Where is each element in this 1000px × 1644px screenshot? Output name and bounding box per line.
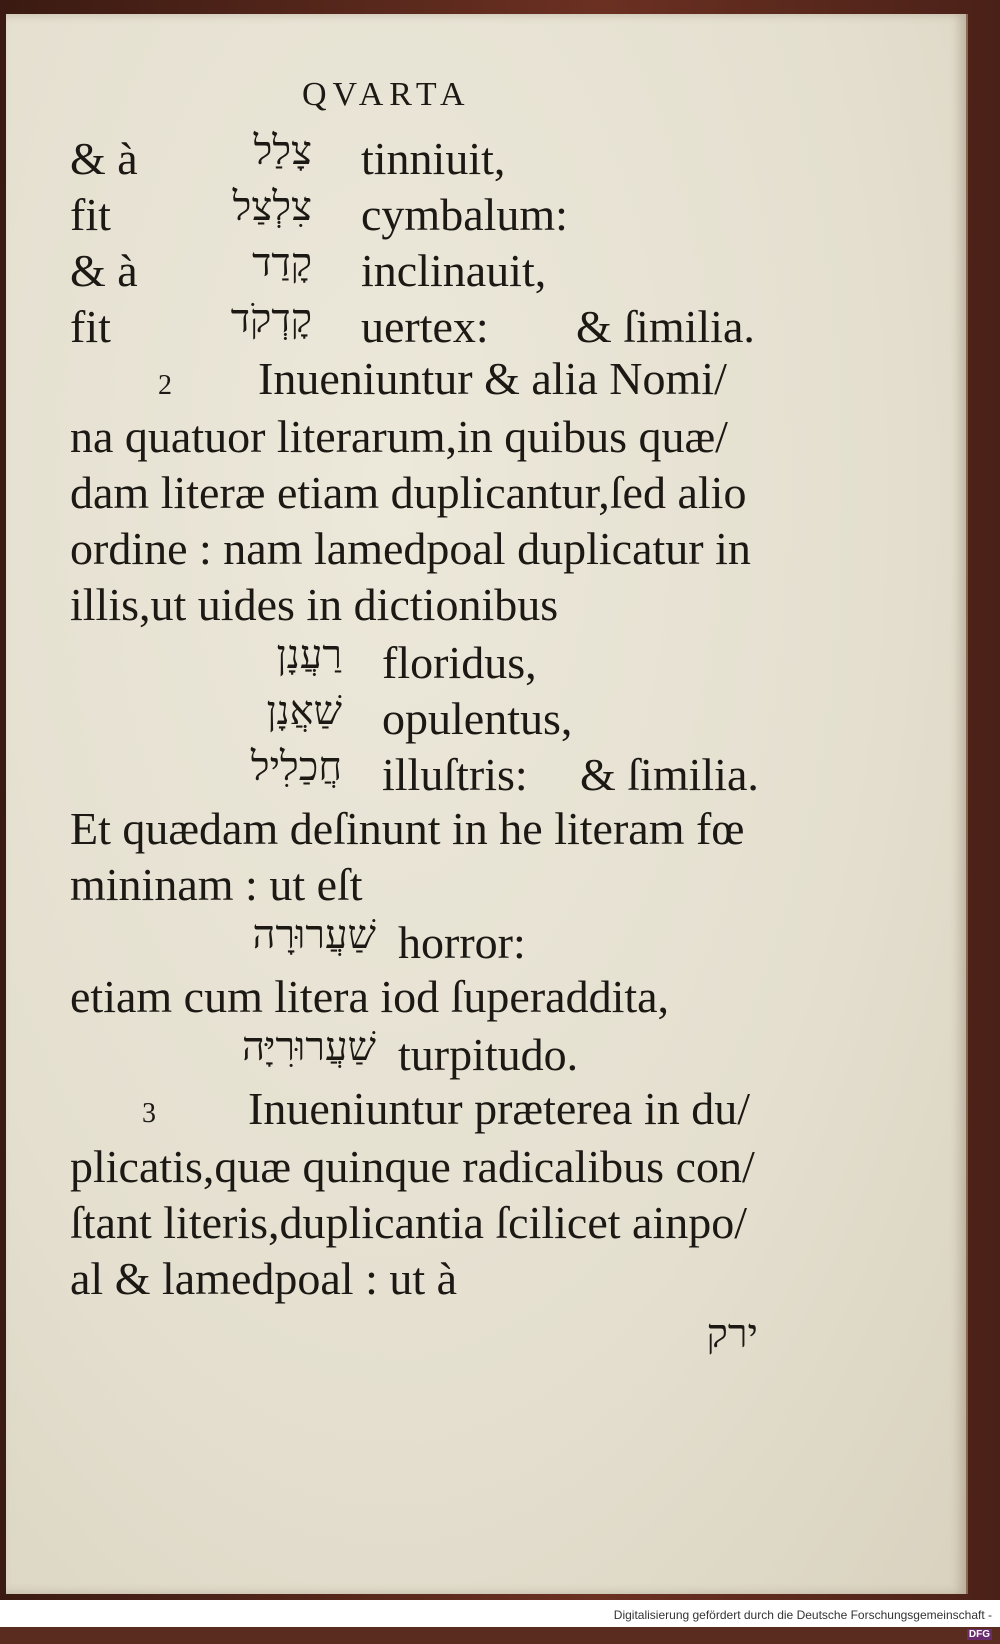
book-page (6, 14, 968, 1594)
hebrew-opulentus: שַׁאֲנָן (266, 688, 342, 734)
hebrew-floridus: רַעֲנָן (276, 632, 342, 678)
latin-opulentus: opulentus, (382, 693, 573, 744)
section2-line-4: ordine : nam lamedpoal duplicatur in (70, 523, 751, 574)
hebrew-word-2: צִלְצַל (232, 184, 312, 230)
catchword: ירק (706, 1311, 758, 1357)
latin-turpitudo: turpitudo. (398, 1029, 579, 1080)
section3-line-3: ſtant literis,duplicantia ſcilicet ainpo/ (70, 1197, 748, 1248)
hebrew-illustris: חֲכַלִיל (250, 744, 342, 790)
section2-line-6: Et quædam deſinunt in he literam fœ (70, 803, 745, 854)
hebrew-turpitudo: שַׁעֲרוּרִיָּה (242, 1024, 376, 1070)
row-left-2: fit (70, 189, 111, 240)
latin-word-1: tinniuit, (361, 133, 506, 184)
similia-1: & ſimilia. (576, 301, 755, 352)
row-left-3: & à (70, 245, 138, 296)
row-left-4: fit (70, 301, 111, 352)
section3-line-2: plicatis,quæ quinque radicalibus con/ (70, 1141, 755, 1192)
latin-word-2: cymbalum: (361, 189, 568, 240)
page-header: QVARTA (302, 76, 471, 113)
dfg-logo: DFG (968, 1629, 990, 1640)
section3-line-1: Inueniuntur præterea in du/ (248, 1083, 751, 1134)
section2-line-5: illis,ut uides in dictionibus (70, 579, 559, 630)
paragraph-number-3: 3 (142, 1098, 156, 1129)
section3-line-4: al & lamedpoal : ut à (70, 1253, 458, 1304)
section2-line-3: dam literæ etiam duplicantur,ſed alio (70, 467, 747, 518)
latin-word-3: inclinauit, (361, 245, 547, 296)
hebrew-word-1: צָלַל (253, 128, 312, 174)
paragraph-number-2: 2 (158, 370, 172, 401)
credit-text: Digitalisierung gefördert durch die Deutsche Forschungsgemeinschaft - (613, 1608, 992, 1622)
digitization-credit (598, 1606, 996, 1640)
hebrew-horror: שַׁעֲרוּרָה (252, 912, 376, 958)
section2-line-8: etiam cum litera iod ſuperaddita, (70, 971, 670, 1022)
hebrew-word-3: קָדַד (252, 240, 312, 286)
latin-illustris: illuſtris: (382, 749, 528, 800)
similia-2: & ſimilia. (580, 749, 759, 800)
latin-floridus: floridus, (382, 637, 537, 688)
section2-line-2: na quatuor literarum,in quibus quæ/ (70, 411, 728, 462)
hebrew-word-4: קָדְקֹד (230, 296, 312, 342)
section2-line-1: Inueniuntur & alia Nomi/ (258, 353, 727, 404)
latin-word-4: uertex: (361, 301, 489, 352)
latin-horror: horror: (398, 917, 526, 968)
section2-line-7: mininam : ut eſt (70, 859, 363, 910)
row-left-1: & à (70, 133, 138, 184)
